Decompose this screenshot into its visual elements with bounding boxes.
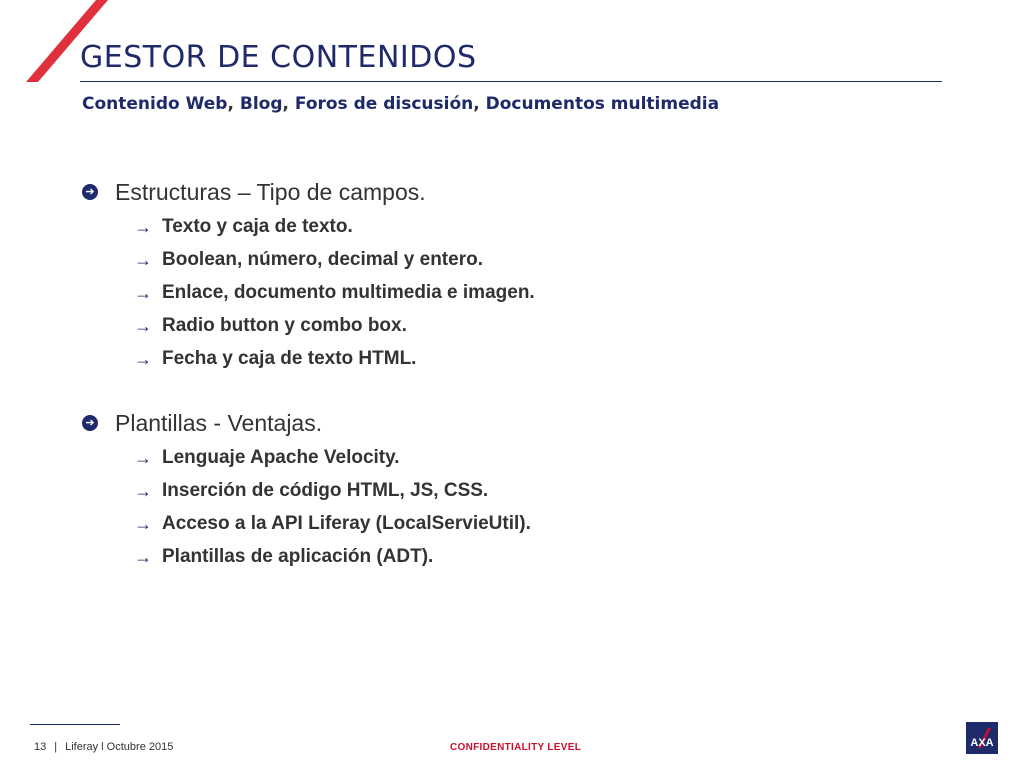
list-item	[82, 474, 882, 507]
subtitle-part-blog: Blog	[239, 94, 283, 114]
section-heading	[82, 405, 882, 441]
title-divider	[80, 81, 942, 82]
arrow-right-icon: →	[134, 546, 152, 567]
document-info: Liferay l Octubre 2015	[65, 741, 174, 753]
circle-arrow-icon: ➔	[82, 184, 98, 200]
list-item	[82, 243, 882, 276]
list-item	[82, 507, 882, 540]
list-item-text: Acceso a la API Liferay (LocalServieUtil).	[162, 512, 531, 534]
list-item	[82, 210, 882, 243]
arrow-right-icon: →	[134, 315, 152, 336]
subtitle-part-multimedia: Documentos multimedia	[485, 94, 720, 114]
list-item	[82, 276, 882, 309]
section-heading	[82, 174, 882, 210]
subtitle-part-forums: Foros de discusión	[294, 94, 474, 114]
arrow-right-icon: →	[134, 348, 152, 369]
arrow-right-icon: →	[134, 513, 152, 534]
slide-content	[82, 174, 882, 603]
list-item-text: Enlace, documento multimedia e imagen.	[162, 281, 535, 303]
logo-text: AXA	[970, 737, 994, 749]
footer-info	[34, 741, 173, 753]
axa-logo	[966, 722, 998, 754]
section-title: Estructuras – Tipo de campos.	[115, 178, 426, 205]
section-templates	[82, 405, 882, 573]
subtitle-separator: ,	[473, 94, 486, 114]
arrow-right-icon: →	[134, 282, 152, 303]
page-subtitle	[82, 94, 719, 114]
template-advantages-list	[82, 441, 882, 573]
list-item-text: Inserción de código HTML, JS, CSS.	[162, 479, 489, 501]
list-item	[82, 441, 882, 474]
list-item-text: Texto y caja de texto.	[162, 215, 353, 237]
list-item-text: Boolean, número, decimal y entero.	[162, 248, 483, 270]
page-number: 13	[34, 741, 47, 753]
list-item	[82, 309, 882, 342]
arrow-right-icon: →	[134, 216, 152, 237]
list-item	[82, 342, 882, 375]
circle-arrow-icon: ➔	[82, 415, 98, 431]
footer-divider	[30, 724, 120, 725]
field-types-list	[82, 210, 882, 375]
list-item-text: Radio button y combo box.	[162, 314, 407, 336]
subtitle-separator: ,	[227, 94, 240, 114]
arrow-right-icon: →	[134, 249, 152, 270]
footer-separator: |	[54, 741, 58, 753]
page-title: GESTOR DE CONTENIDOS	[80, 40, 477, 75]
section-title: Plantillas - Ventajas.	[115, 409, 323, 436]
subtitle-separator: ,	[282, 94, 295, 114]
confidentiality-label: CONFIDENTIALITY LEVEL	[450, 742, 582, 753]
list-item	[82, 540, 882, 573]
section-structures	[82, 174, 882, 375]
arrow-right-icon: →	[134, 447, 152, 468]
subtitle-part-web: Contenido Web	[82, 94, 228, 114]
arrow-right-icon: →	[134, 480, 152, 501]
list-item-text: Lenguaje Apache Velocity.	[162, 446, 400, 468]
list-item-text: Plantillas de aplicación (ADT).	[162, 545, 434, 567]
list-item-text: Fecha y caja de texto HTML.	[162, 347, 417, 369]
